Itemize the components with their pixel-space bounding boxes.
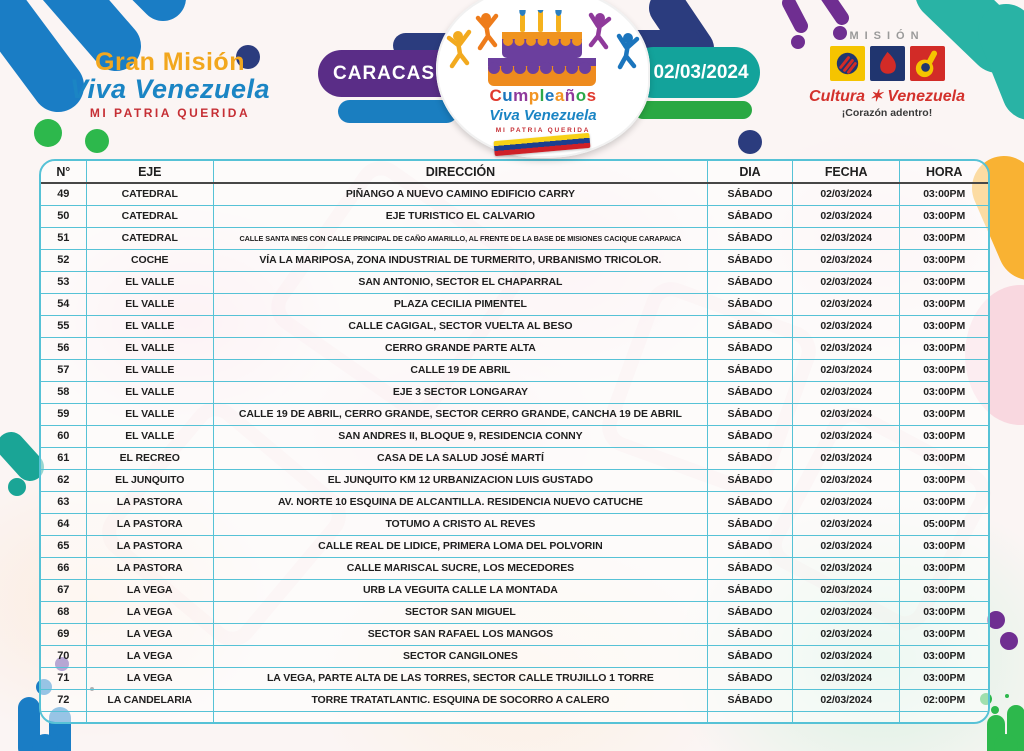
cell-numero: 65	[41, 536, 86, 558]
cell-direccion: EJE 3 SECTOR LONGARAY	[213, 382, 707, 404]
table-row	[41, 536, 988, 558]
cell-fecha: 02/03/2024	[793, 183, 900, 206]
table-empty-row	[41, 712, 988, 723]
mision-cultura-logo	[792, 30, 982, 119]
cell-dia: SÁBADO	[707, 646, 792, 668]
cell-numero: 60	[41, 426, 86, 448]
cell-dia: SÁBADO	[707, 580, 792, 602]
cell-eje: LA VEGA	[86, 646, 213, 668]
cell-fecha: 02/03/2024	[793, 690, 900, 712]
cell-eje: LA PASTORA	[86, 514, 213, 536]
cell-eje: LA VEGA	[86, 602, 213, 624]
cell-hora: 03:00PM	[900, 316, 988, 338]
cell-dia: SÁBADO	[707, 492, 792, 514]
cell-dia: SÁBADO	[707, 602, 792, 624]
cell-direccion: SECTOR CANGILONES	[213, 646, 707, 668]
cell-hora: 03:00PM	[900, 448, 988, 470]
date-label: 02/03/2024	[653, 61, 749, 83]
cell-fecha: 02/03/2024	[793, 536, 900, 558]
cell-direccion: AV. NORTE 10 ESQUINA DE ALCANTILLA. RESIDENCIA NUEVO CATUCHE	[213, 492, 707, 514]
cell-hora: 03:00PM	[900, 206, 988, 228]
badge-title: Cumpleaños	[489, 86, 597, 105]
column-header-direccion: DIRECCIÓN	[213, 161, 707, 183]
cell-dia: SÁBADO	[707, 448, 792, 470]
cell-fecha: 02/03/2024	[793, 272, 900, 294]
cell-numero: 67	[41, 580, 86, 602]
table-row	[41, 404, 988, 426]
column-header-numero: N°	[41, 161, 86, 183]
cell-eje: EL VALLE	[86, 360, 213, 382]
cell-dia: SÁBADO	[707, 514, 792, 536]
column-header-dia: DIA	[707, 161, 792, 183]
cell-direccion: CALLE CAGIGAL, SECTOR VUELTA AL BESO	[213, 316, 707, 338]
cell-fecha: 02/03/2024	[793, 206, 900, 228]
cell-numero: 49	[41, 183, 86, 206]
logo-line-mi-patria: MI PATRIA QUERIDA	[89, 106, 251, 120]
cell-direccion: CERRO GRANDE PARTE ALTA	[213, 338, 707, 360]
mision-kicker: MISIÓN	[849, 30, 925, 42]
table-row	[41, 183, 988, 206]
cell-hora: 03:00PM	[900, 558, 988, 580]
cell-direccion: CALLE MARISCAL SUCRE, LOS MECEDORES	[213, 558, 707, 580]
cell-fecha: 02/03/2024	[793, 448, 900, 470]
cell-hora: 02:00PM	[900, 690, 988, 712]
table-row	[41, 448, 988, 470]
table-row	[41, 602, 988, 624]
table-row	[41, 470, 988, 492]
cell-dia: SÁBADO	[707, 382, 792, 404]
table-row	[41, 338, 988, 360]
logo-line-gran-mision: Gran Misión	[95, 48, 245, 76]
cell-fecha: 02/03/2024	[793, 514, 900, 536]
cell-eje: LA PASTORA	[86, 492, 213, 514]
cell-eje: LA PASTORA	[86, 558, 213, 580]
cell-eje: CATEDRAL	[86, 206, 213, 228]
date-pill-accent-green	[634, 101, 752, 119]
cell-direccion: SECTOR SAN MIGUEL	[213, 602, 707, 624]
cell-dia: SÁBADO	[707, 250, 792, 272]
cell-eje: COCHE	[86, 250, 213, 272]
cell-numero: 51	[41, 228, 86, 250]
cell-fecha: 02/03/2024	[793, 250, 900, 272]
table-row	[41, 426, 988, 448]
cell-direccion: EJE TURISTICO EL CALVARIO	[213, 206, 707, 228]
birthday-cake-icon	[436, 10, 650, 90]
cell-dia: SÁBADO	[707, 338, 792, 360]
table-row	[41, 492, 988, 514]
table-row	[41, 250, 988, 272]
cell-hora: 03:00PM	[900, 536, 988, 558]
cell-fecha: 02/03/2024	[793, 294, 900, 316]
cell-eje: EL RECREO	[86, 448, 213, 470]
cell-dia: SÁBADO	[707, 426, 792, 448]
cell-fecha: 02/03/2024	[793, 404, 900, 426]
birthday-badge	[436, 0, 650, 158]
cell-eje: EL JUNQUITO	[86, 470, 213, 492]
column-header-hora: HORA	[900, 161, 988, 183]
cell-numero: 66	[41, 558, 86, 580]
table-row	[41, 668, 988, 690]
cell-fecha: 02/03/2024	[793, 316, 900, 338]
cultura-venezuela-wordmark: Cultura ✶ Venezuela	[809, 88, 965, 105]
cell-hora: 03:00PM	[900, 492, 988, 514]
cell-fecha: 02/03/2024	[793, 338, 900, 360]
table-header-row	[41, 161, 988, 183]
cell-numero: 59	[41, 404, 86, 426]
dancing-kid-icon	[478, 13, 496, 48]
table-row	[41, 360, 988, 382]
cell-dia: SÁBADO	[707, 294, 792, 316]
cell-direccion: EL JUNQUITO KM 12 URBANIZACION LUIS GUSTADO	[213, 470, 707, 492]
cell-numero: 55	[41, 316, 86, 338]
cell-hora: 03:00PM	[900, 250, 988, 272]
cell-hora: 03:00PM	[900, 338, 988, 360]
cell-numero: 70	[41, 646, 86, 668]
cell-fecha: 02/03/2024	[793, 602, 900, 624]
schedule-body	[41, 183, 988, 712]
cell-eje: LA VEGA	[86, 668, 213, 690]
cell-dia: SÁBADO	[707, 690, 792, 712]
cell-dia: SÁBADO	[707, 536, 792, 558]
cell-fecha: 02/03/2024	[793, 382, 900, 404]
cell-direccion: TORRE TRATATLANTIC. ESQUINA DE SOCORRO A CALERO	[213, 690, 707, 712]
cell-numero: 53	[41, 272, 86, 294]
cell-eje: EL VALLE	[86, 316, 213, 338]
cell-direccion: SECTOR SAN RAFAEL LOS MANGOS	[213, 624, 707, 646]
cell-fecha: 02/03/2024	[793, 558, 900, 580]
cell-fecha: 02/03/2024	[793, 470, 900, 492]
cell-dia: SÁBADO	[707, 272, 792, 294]
cell-eje: EL VALLE	[86, 404, 213, 426]
cell-hora: 03:00PM	[900, 668, 988, 690]
table-row	[41, 558, 988, 580]
cell-numero: 54	[41, 294, 86, 316]
cell-numero: 57	[41, 360, 86, 382]
cell-direccion: SAN ANTONIO, SECTOR EL CHAPARRAL	[213, 272, 707, 294]
venezuela-flag-ribbon	[494, 133, 591, 156]
cell-fecha: 02/03/2024	[793, 580, 900, 602]
cell-eje: CATEDRAL	[86, 183, 213, 206]
cell-eje: EL VALLE	[86, 426, 213, 448]
cell-numero: 68	[41, 602, 86, 624]
cell-numero: 58	[41, 382, 86, 404]
table-row	[41, 206, 988, 228]
dancing-kid-icon	[449, 31, 469, 66]
table-row	[41, 580, 988, 602]
cell-eje: LA VEGA	[86, 580, 213, 602]
table-row	[41, 382, 988, 404]
cell-hora: 03:00PM	[900, 580, 988, 602]
cell-dia: SÁBADO	[707, 404, 792, 426]
cell-hora: 03:00PM	[900, 426, 988, 448]
table-row	[41, 294, 988, 316]
column-header-fecha: FECHA	[793, 161, 900, 183]
cell-eje: EL VALLE	[86, 382, 213, 404]
cell-dia: SÁBADO	[707, 624, 792, 646]
cell-hora: 03:00PM	[900, 294, 988, 316]
cell-dia: SÁBADO	[707, 206, 792, 228]
cell-eje: CATEDRAL	[86, 228, 213, 250]
cell-hora: 03:00PM	[900, 272, 988, 294]
badge-tagline: MI PATRIA QUERIDA	[495, 127, 591, 134]
cell-numero: 62	[41, 470, 86, 492]
column-header-eje: EJE	[86, 161, 213, 183]
cell-numero: 61	[41, 448, 86, 470]
cell-eje: LA CANDELARIA	[86, 690, 213, 712]
cell-direccion: PLAZA CECILIA PIMENTEL	[213, 294, 707, 316]
cell-direccion: CALLE SANTA INES CON CALLE PRINCIPAL DE CAÑO AMARILLO, AL FRENTE DE LA BASE DE MISIONES CACIQUE CARAPAICA	[213, 228, 707, 250]
table-row	[41, 514, 988, 536]
cell-direccion: TOTUMO A CRISTO AL REVES	[213, 514, 707, 536]
cell-direccion: CALLE 19 DE ABRIL	[213, 360, 707, 382]
cell-dia: SÁBADO	[707, 360, 792, 382]
cell-numero: 63	[41, 492, 86, 514]
cell-hora: 03:00PM	[900, 602, 988, 624]
cell-direccion: CASA DE LA SALUD JOSÉ MARTÍ	[213, 448, 707, 470]
cell-dia: SÁBADO	[707, 668, 792, 690]
drum-icon	[830, 46, 865, 81]
table-row	[41, 316, 988, 338]
cell-dia: SÁBADO	[707, 470, 792, 492]
cell-numero: 64	[41, 514, 86, 536]
cell-direccion: SAN ANDRES II, BLOQUE 9, RESIDENCIA CONNY	[213, 426, 707, 448]
cell-fecha: 02/03/2024	[793, 426, 900, 448]
table-row	[41, 272, 988, 294]
cell-dia: SÁBADO	[707, 228, 792, 250]
cell-eje: EL VALLE	[86, 338, 213, 360]
table-row	[41, 690, 988, 712]
city-label: CARACAS	[333, 62, 435, 84]
cell-fecha: 02/03/2024	[793, 646, 900, 668]
cell-numero: 72	[41, 690, 86, 712]
cell-eje: LA PASTORA	[86, 536, 213, 558]
cell-hora: 03:00PM	[900, 382, 988, 404]
cell-hora: 05:00PM	[900, 514, 988, 536]
badge-subtitle: Viva Venezuela	[489, 107, 597, 124]
table-row	[41, 228, 988, 250]
table-row	[41, 646, 988, 668]
dancing-kid-icon	[619, 33, 637, 67]
flame-icon	[870, 46, 905, 81]
cell-hora: 03:00PM	[900, 228, 988, 250]
cell-numero: 52	[41, 250, 86, 272]
cell-numero: 69	[41, 624, 86, 646]
cell-eje: EL VALLE	[86, 294, 213, 316]
cell-direccion: CALLE REAL DE LIDICE, PRIMERA LOMA DEL POLVORIN	[213, 536, 707, 558]
guitar-icon	[910, 46, 945, 81]
cell-dia: SÁBADO	[707, 316, 792, 338]
corazon-adentro-tagline: ¡Corazón adentro!	[841, 107, 933, 119]
cell-numero: 71	[41, 668, 86, 690]
schedule-table	[39, 159, 990, 724]
cell-numero: 50	[41, 206, 86, 228]
cell-fecha: 02/03/2024	[793, 624, 900, 646]
gran-mision-logo	[50, 48, 290, 120]
cell-direccion: CALLE 19 DE ABRIL, CERRO GRANDE, SECTOR CERRO GRANDE, CANCHA 19 DE ABRIL	[213, 404, 707, 426]
cell-fecha: 02/03/2024	[793, 228, 900, 250]
cell-dia: SÁBADO	[707, 558, 792, 580]
dancing-kid-icon	[591, 13, 609, 47]
cell-eje: EL VALLE	[86, 272, 213, 294]
cell-hora: 03:00PM	[900, 624, 988, 646]
cell-direccion: PIÑANGO A NUEVO CAMINO EDIFICIO CARRY	[213, 183, 707, 206]
mision-icon-row	[792, 46, 982, 81]
cell-hora: 03:00PM	[900, 470, 988, 492]
cell-hora: 03:00PM	[900, 404, 988, 426]
cell-hora: 03:00PM	[900, 183, 988, 206]
cell-fecha: 02/03/2024	[793, 668, 900, 690]
cell-direccion: VÍA LA MARIPOSA, ZONA INDUSTRIAL DE TURMERITO, URBANISMO TRICOLOR.	[213, 250, 707, 272]
cell-direccion: URB LA VEGUITA CALLE LA MONTADA	[213, 580, 707, 602]
cell-eje: LA VEGA	[86, 624, 213, 646]
logo-line-viva-venezuela: Viva Venezuela	[69, 74, 271, 104]
cell-hora: 03:00PM	[900, 646, 988, 668]
cell-fecha: 02/03/2024	[793, 492, 900, 514]
cell-direccion: LA VEGA, PARTE ALTA DE LAS TORRES, SECTOR CALLE TRUJILLO 1 TORRE	[213, 668, 707, 690]
cell-fecha: 02/03/2024	[793, 360, 900, 382]
table-row	[41, 624, 988, 646]
cell-dia: SÁBADO	[707, 183, 792, 206]
cell-hora: 03:00PM	[900, 360, 988, 382]
cell-numero: 56	[41, 338, 86, 360]
